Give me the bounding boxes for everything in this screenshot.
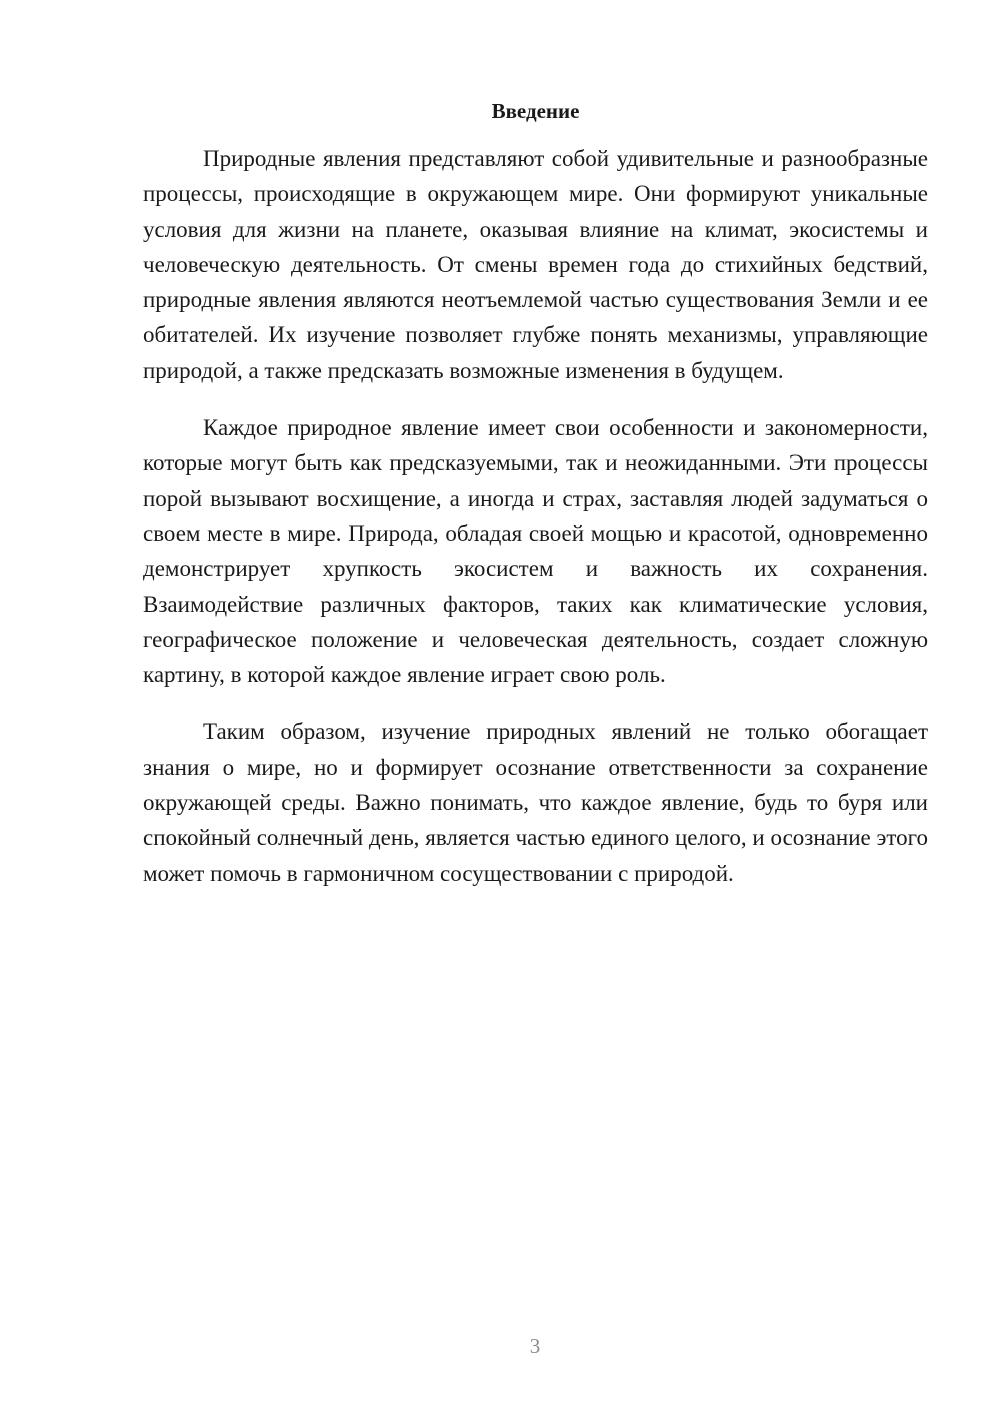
page-title: Введение xyxy=(491,99,580,123)
body-text xyxy=(143,141,928,913)
paragraph-3: Таким образом, изучение природных явлений не только обогащает знания о мире, но и формирует осознание ответственности за сохранение окружающей среды. Важно понимать, что каждое явление, будь то буря или спокойный солнечный день, является частью единого целого, и осознание этого может помочь в гармоничном сосуществовании с природой. xyxy=(143,719,928,886)
paragraph-2: Каждое природное явление имеет свои особенности и закономерности, которые могут быть как предсказуемыми, так и неожиданными. Эти процессы порой вызывают восхищение, а иногда и страх, заставляя людей задуматься о своем месте в мире. Природа, обладая своей мощью и красотой, одновременно демонстрирует хрупкость экосистем и важность их сохранения. Взаимодействие различных факторов, таких как климатические условия, географическое положение и человеческая деятельность, создает сложную картину, в которой каждое явление играет свою роль. xyxy=(143,415,928,688)
paragraph-1: Природные явления представляют собой удивительные и разнообразные процессы, происходящие в окружающем мире. Они формируют уникальные условия для жизни на планете, оказывая влияние на климат, экосистемы и человеческую деятельность. От смены времен года до стихийных бедствий, природные явления являются неотъемлемой частью существования Земли и ее обитателей. Их изучение позволяет глубже понять механизмы, управляющие природой, а также предсказать возможные изменения в будущем. xyxy=(143,146,928,383)
page-number: 3 xyxy=(529,1334,541,1358)
